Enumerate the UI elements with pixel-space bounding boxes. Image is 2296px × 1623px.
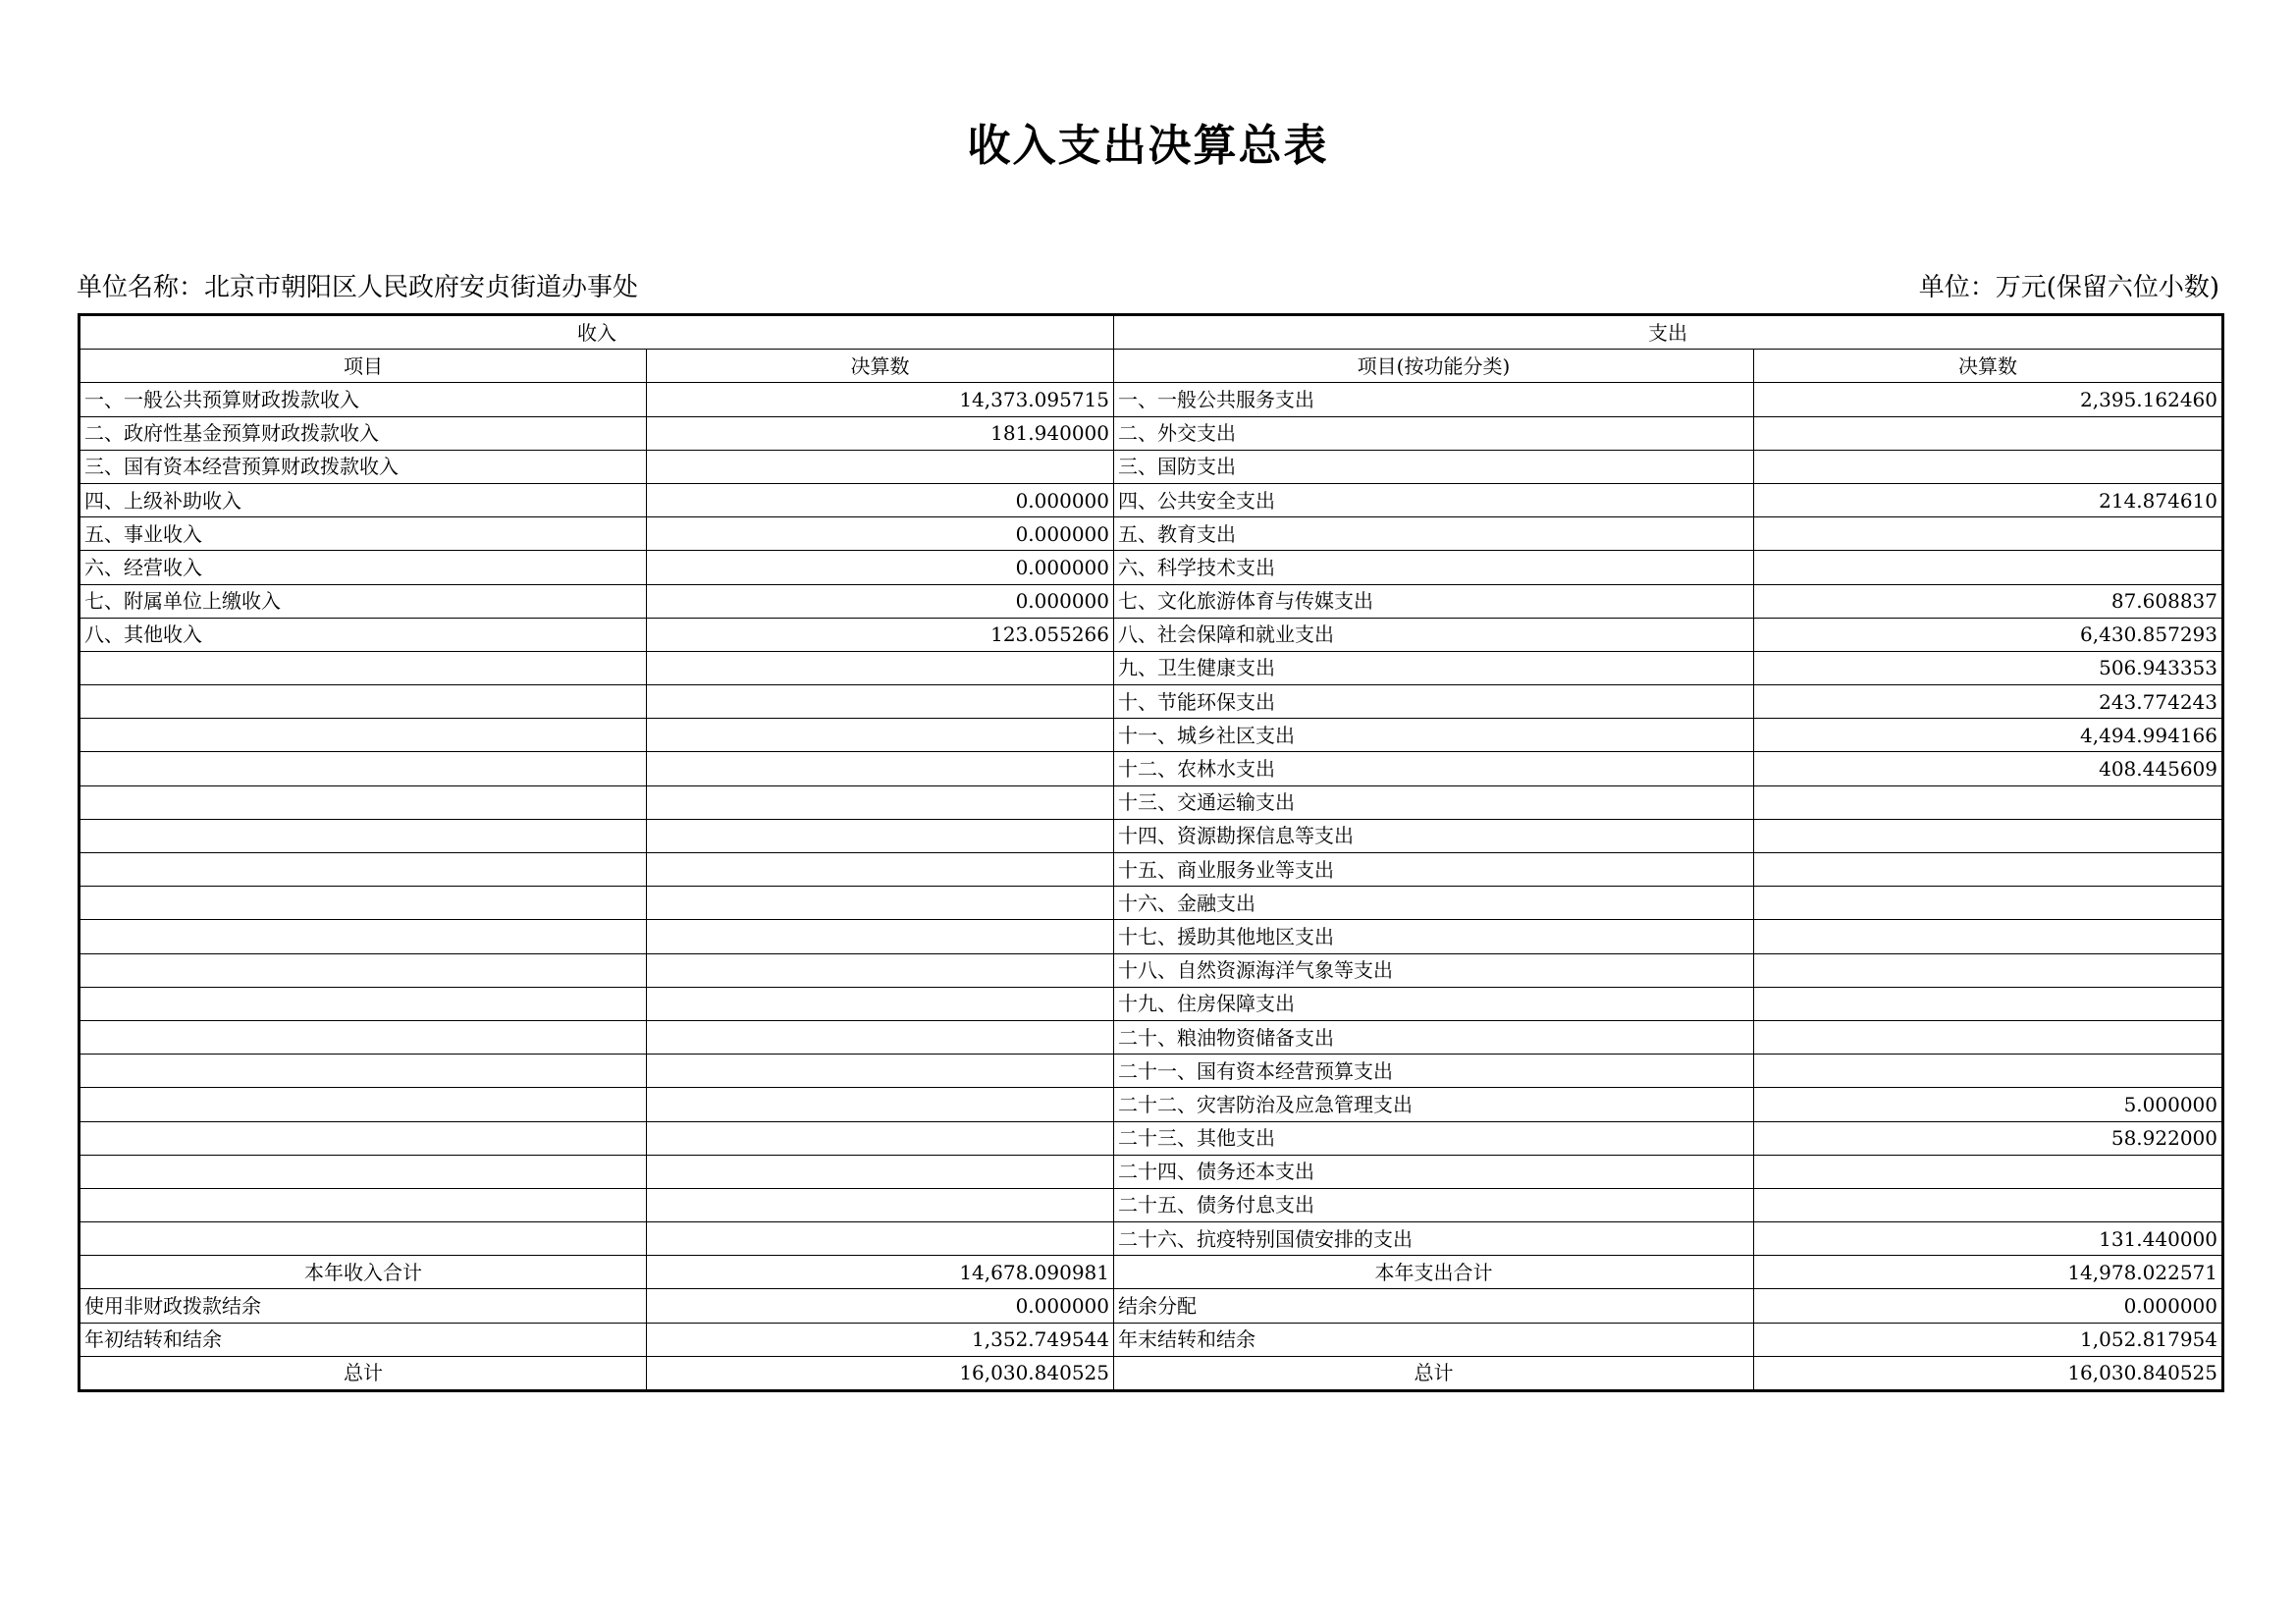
expense-amount: 5.000000 — [1754, 1088, 2223, 1121]
table-row — [80, 785, 2223, 819]
expense-item: 十九、住房保障支出 — [1114, 987, 1754, 1020]
table-row — [80, 517, 2223, 551]
income-item — [80, 920, 647, 953]
table-row — [80, 1121, 2223, 1155]
expense-amount — [1754, 819, 2223, 852]
table-row — [80, 1020, 2223, 1054]
summary-row — [80, 1323, 2223, 1356]
income-item — [80, 987, 647, 1020]
expense-item: 九、卫生健康支出 — [1114, 651, 1754, 684]
expense-amount: 506.943353 — [1754, 651, 2223, 684]
expense-amount — [1754, 1020, 2223, 1054]
expense-item: 二十六、抗疫特别国债安排的支出 — [1114, 1222, 1754, 1256]
income-item-header: 项目 — [80, 350, 647, 383]
table-row — [80, 618, 2223, 651]
expense-amount — [1754, 1155, 2223, 1188]
income-amount — [647, 785, 1114, 819]
expense-item: 十、节能环保支出 — [1114, 685, 1754, 719]
expense-amount: 214.874610 — [1754, 483, 2223, 516]
income-item — [80, 651, 647, 684]
income-amount — [647, 853, 1114, 887]
summary-expense-label: 本年支出合计 — [1114, 1256, 1754, 1289]
expense-amount: 131.440000 — [1754, 1222, 2223, 1256]
income-amount: 123.055266 — [647, 618, 1114, 651]
table-row — [80, 987, 2223, 1020]
summary-row — [80, 1356, 2223, 1390]
table-row — [80, 651, 2223, 684]
summary-expense-value: 1,052.817954 — [1754, 1323, 2223, 1356]
table-row — [80, 1088, 2223, 1121]
income-item: 八、其他收入 — [80, 618, 647, 651]
summary-income-value: 0.000000 — [647, 1289, 1114, 1323]
table-row — [80, 551, 2223, 584]
summary-income-value: 1,352.749544 — [647, 1323, 1114, 1356]
expense-item: 二十五、债务付息支出 — [1114, 1188, 1754, 1221]
income-amount — [647, 1155, 1114, 1188]
summary-expense-value: 14,978.022571 — [1754, 1256, 2223, 1289]
expense-amount — [1754, 416, 2223, 450]
income-amount: 0.000000 — [647, 584, 1114, 618]
expense-amount — [1754, 1055, 2223, 1088]
expense-item: 十四、资源勘探信息等支出 — [1114, 819, 1754, 852]
income-item — [80, 887, 647, 920]
expense-amount — [1754, 987, 2223, 1020]
income-item — [80, 853, 647, 887]
income-amount — [647, 920, 1114, 953]
budget-table — [78, 313, 2224, 1392]
income-item: 二、政府性基金预算财政拨款收入 — [80, 416, 647, 450]
expense-item: 二十三、其他支出 — [1114, 1121, 1754, 1155]
income-amount: 0.000000 — [647, 517, 1114, 551]
income-item — [80, 685, 647, 719]
expense-item: 二十一、国有资本经营预算支出 — [1114, 1055, 1754, 1088]
expense-amount — [1754, 887, 2223, 920]
expense-amount — [1754, 953, 2223, 987]
income-item: 一、一般公共预算财政拨款收入 — [80, 383, 647, 416]
expense-item: 八、社会保障和就业支出 — [1114, 618, 1754, 651]
expense-amount — [1754, 551, 2223, 584]
income-item — [80, 953, 647, 987]
table-row — [80, 1222, 2223, 1256]
income-item — [80, 719, 647, 752]
table-row — [80, 819, 2223, 852]
table-row — [80, 483, 2223, 516]
table-row — [80, 887, 2223, 920]
summary-income-label: 年初结转和结余 — [80, 1323, 647, 1356]
income-item — [80, 1121, 647, 1155]
income-amount — [647, 1222, 1114, 1256]
income-item — [80, 1155, 647, 1188]
income-item: 三、国有资本经营预算财政拨款收入 — [80, 450, 647, 483]
expense-header: 支出 — [1114, 315, 2223, 350]
income-amount — [647, 719, 1114, 752]
income-item — [80, 752, 647, 785]
expense-item: 七、文化旅游体育与传媒支出 — [1114, 584, 1754, 618]
expense-item: 六、科学技术支出 — [1114, 551, 1754, 584]
summary-income-value: 14,678.090981 — [647, 1256, 1114, 1289]
income-item: 四、上级补助收入 — [80, 483, 647, 516]
income-amount-header: 决算数 — [647, 350, 1114, 383]
income-amount — [647, 685, 1114, 719]
expense-item: 二十、粮油物资储备支出 — [1114, 1020, 1754, 1054]
expense-amount — [1754, 853, 2223, 887]
expense-item: 十八、自然资源海洋气象等支出 — [1114, 953, 1754, 987]
summary-income-label: 本年收入合计 — [80, 1256, 647, 1289]
table-row — [80, 1155, 2223, 1188]
table-row — [80, 450, 2223, 483]
income-amount — [647, 1020, 1114, 1054]
summary-income-label: 总计 — [80, 1356, 647, 1390]
income-amount: 14,373.095715 — [647, 383, 1114, 416]
income-item — [80, 1222, 647, 1256]
expense-amount-header: 决算数 — [1754, 350, 2223, 383]
income-amount — [647, 1055, 1114, 1088]
expense-item: 十一、城乡社区支出 — [1114, 719, 1754, 752]
income-item — [80, 1188, 647, 1221]
expense-amount — [1754, 450, 2223, 483]
table-row — [80, 752, 2223, 785]
column-header-row — [80, 350, 2223, 383]
table-row — [80, 853, 2223, 887]
income-amount — [647, 1088, 1114, 1121]
expense-item: 十二、农林水支出 — [1114, 752, 1754, 785]
expense-amount: 2,395.162460 — [1754, 383, 2223, 416]
income-item: 七、附属单位上缴收入 — [80, 584, 647, 618]
section-header-row — [80, 315, 2223, 350]
expense-item: 二十四、债务还本支出 — [1114, 1155, 1754, 1188]
income-amount: 0.000000 — [647, 551, 1114, 584]
table-row — [80, 383, 2223, 416]
income-amount — [647, 987, 1114, 1020]
table-row — [80, 1188, 2223, 1221]
summary-row — [80, 1256, 2223, 1289]
income-amount — [647, 1121, 1114, 1155]
income-amount — [647, 819, 1114, 852]
table-row — [80, 953, 2223, 987]
income-amount — [647, 651, 1114, 684]
expense-amount: 6,430.857293 — [1754, 618, 2223, 651]
expense-amount: 243.774243 — [1754, 685, 2223, 719]
summary-expense-label: 总计 — [1114, 1356, 1754, 1390]
table-row — [80, 685, 2223, 719]
income-amount: 181.940000 — [647, 416, 1114, 450]
income-amount — [647, 887, 1114, 920]
expense-item: 二、外交支出 — [1114, 416, 1754, 450]
income-item — [80, 1020, 647, 1054]
expense-amount: 58.922000 — [1754, 1121, 2223, 1155]
income-item — [80, 785, 647, 819]
income-amount — [647, 752, 1114, 785]
table-row — [80, 1055, 2223, 1088]
unit-label: 单位：万元(保留六位小数) — [1918, 273, 2219, 302]
summary-expense-label: 结余分配 — [1114, 1289, 1754, 1323]
table-row — [80, 920, 2223, 953]
expense-item-header: 项目(按功能分类) — [1114, 350, 1754, 383]
income-amount: 0.000000 — [647, 483, 1114, 516]
table-row — [80, 416, 2223, 450]
summary-row — [80, 1289, 2223, 1323]
expense-amount: 4,494.994166 — [1754, 719, 2223, 752]
income-item: 五、事业收入 — [80, 517, 647, 551]
expense-item: 三、国防支出 — [1114, 450, 1754, 483]
income-item — [80, 819, 647, 852]
income-amount — [647, 953, 1114, 987]
unit-name: 单位名称：北京市朝阳区人民政府安贞街道办事处 — [77, 273, 639, 302]
expense-item: 五、教育支出 — [1114, 517, 1754, 551]
table-row — [80, 719, 2223, 752]
income-item — [80, 1055, 647, 1088]
income-amount — [647, 450, 1114, 483]
table-row — [80, 584, 2223, 618]
income-amount — [647, 1188, 1114, 1221]
expense-amount — [1754, 920, 2223, 953]
income-item: 六、经营收入 — [80, 551, 647, 584]
summary-expense-value: 0.000000 — [1754, 1289, 2223, 1323]
income-header: 收入 — [80, 315, 1114, 350]
summary-income-value: 16,030.840525 — [647, 1356, 1114, 1390]
expense-item: 一、一般公共服务支出 — [1114, 383, 1754, 416]
expense-amount: 408.445609 — [1754, 752, 2223, 785]
income-item — [80, 1088, 647, 1121]
summary-income-label: 使用非财政拨款结余 — [80, 1289, 647, 1323]
expense-item: 四、公共安全支出 — [1114, 483, 1754, 516]
expense-amount — [1754, 785, 2223, 819]
summary-expense-value: 16,030.840525 — [1754, 1356, 2223, 1390]
summary-expense-label: 年末结转和结余 — [1114, 1323, 1754, 1356]
expense-item: 十六、金融支出 — [1114, 887, 1754, 920]
expense-item: 二十二、灾害防治及应急管理支出 — [1114, 1088, 1754, 1121]
expense-item: 十七、援助其他地区支出 — [1114, 920, 1754, 953]
page-title: 收入支出决算总表 — [967, 121, 1329, 171]
expense-amount — [1754, 1188, 2223, 1221]
expense-amount: 87.608837 — [1754, 584, 2223, 618]
expense-item: 十五、商业服务业等支出 — [1114, 853, 1754, 887]
expense-amount — [1754, 517, 2223, 551]
expense-item: 十三、交通运输支出 — [1114, 785, 1754, 819]
